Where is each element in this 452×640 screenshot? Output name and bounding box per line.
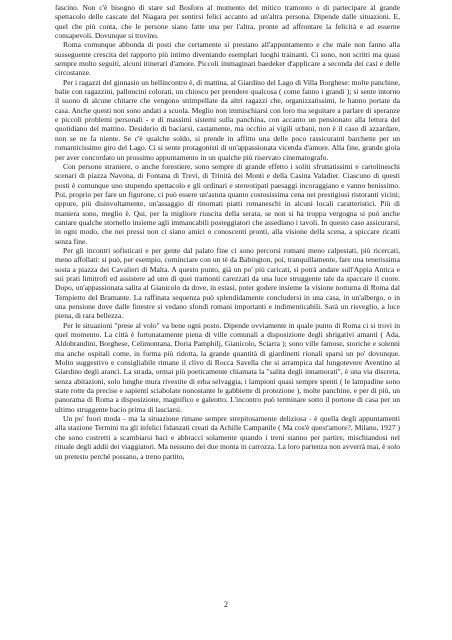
body-text [55,3,400,461]
paragraph-3: Per i ragazzi del ginnasio un bellincontro è, di mattina, al Giardino del Lago di Villa Borghese: molte panchine, balie con ragazzini, palloncini colorati, un chiosco per prendere qualcosa ( come fanno i grandi ); si sente intorno il suono di alcune chitarre che vengono strimpellate da altri ragazzi che, organizzatissimi, le hanno portate da casa. Anche questi non sono andati a scuola. Meglio non immischiarsi con loro ma seguitare a parlare di speranze e piccoli problemi personali - e di massimi sistemi sulla panchina, con accanto un pensionato alla lettura del quotidiano del mattino. Desiderio di baciarsi, castamente, ma occhio ai vigili urbani, non è il caso di azzardare, non se ne fa niente. Se c'è qualche soldo, si prende in affitto una delle poco rassicuranti barchette per un romanticissimo giro del Lago. Ci si sente protagonisti di un'appassionata vicenda d'amore. Alla fine, grande gioia per aver concordato un prossimo appuntamento in un qualche più riservato cinematografo. [55,77,400,162]
paragraph-5: Per gli incontri sofisticati e per gente dal palato fine ci sono percorsi romani meno calpestati, più ricercati, meno affollati: si può, per esempio, cominciare con un tè da Babington, poi, tranquillamente, fare una tenerissima sosta a piazza dei Cavalieri di Malta. A questo punto, già un po' più caricati, si potrà andare sull'Appia Antica e sui prati limitrofi ed assistere ad uno di quei tramonti carezzati da una luce struggente tale da spaccare il cuore. Dopo, un'appassionata salita al Gianicolo da dove, in estasi, poter godere insieme la visione notturna di Roma dal Tempietto del Bramante. La raffinata sequenza può splendidamente concludersi in una casa, in un'albergo, o in una pensione dove dalle finestre si vedano sfondi romani importanti e indimenticabili. Sarà un risveglio, a luce piena, di rara bellezza. [55,245,400,321]
paragraph-6: Per le situazioni "prese al volo" va bene ogni posto. Dipende ovviamente in quale punto di Roma ci si trovi in quel momento. La città è fortunatamente piena di ville comunali a disposizione degli sbrigativi amanti ( Ada, Aldobrandini, Borghese, Celimontana, Doria Pamphilj, Gianicolo, Sciarra ); sono ville famose, storiche e solenni ma anche ospitali come, in forma più ridotta, la grande quantità di giardinetti rionali sparsi un po' dovunque. Molto suggestivo e consigliabile rimane il clivo di Rocca Savella che si arrampica dal lungotevere Aventino al Giardino degli aranci. La strada, ormai più poeticamente chiamata la "salita degli innamorati", è una via discreta, senza abitazioni, solo lunghe mura rivestite di erba selvaggia, i lampioni quasi sempre spenti ( le lampadine sono state rotte da precise e sapienti sciabolate nonostante le gabbiette di protezione ), molte panchine, e per di più, un panorama di Roma a disposizione, magnifico e galeotto. L'incontro può terminare sotto il portone di casa per un ultimo struggente bacio prima di lasciarsi. [55,320,400,414]
paragraph-7: Un po' fuori moda - ma la situazione rimane sempre strepitosamente deliziosa - è quella degli appuntamenti alla stazione Termini tra gli infelici fidanzati creati da Achille Campanile ( Ma cos'è quest'amore?, Milano, 1927 ) che sono costretti a scambiarsi baci e abbracci solamente quando i treni stanno per partire, mischiandosi nel rituale degli addii dei viaggiatori. Ma nessuno dei due monta in carrozza. La loro partenza non avverrà mai, è solo un pretesto perché possano, a treno partito, [55,414,400,461]
paragraph-2: Roma comunque abbonda di posti che certamente si prestano all'appuntamento e che male non fanno alla susseguente crescita del rapporto più intimo diventando esemplari luoghi trainanti. Ci sono, non scritti ma quasi sempre molto seguiti, alcuni itinerari d'amore. Piccoli immaginari baedeker d'applicare a seconda dei casi e delle circostanze. [55,40,400,78]
paragraph-1: fascino. Non c'è bisogno di stare sul Bosforo al momento del mitico tramonto o di partecipare al grande spettacolo delle cascate del Niagara per sentirsi felici accanto ad un'altra persona. Dipende dalle situazioni. E, quel che più conta, che le persone siano fatte una per l'altra, pronte ad affrontare la felicità e ad esserne consapevoli. Dovunque si trovino. [55,3,400,41]
paragraph-4: Con persone straniere, o anche forestiere, sono sempre di grande effetto i soliti sfruttatissimi e cartolineschi scenari di piazza Navona, di Fontana di Trevi, di Trinità dei Monti e della Casina Valadier. Ciascuno di questi posti è comunque uno stupendo spettacolo e gli ordinari e stereotipati paesaggi incoraggiano e vanno benissimo. Poi, proprio per fare un figurone, ci può essere un'astuta quanto costosissima cena nei prestigiosi ristoranti vicini; oppure, più disinvoltamente, un'assaggio di rinomati piatti romaneschi in alcuni locali caratteristici. Più di maniera sono, meglio è. Qui, per la migliore riuscita della serata, se non si ha troppa vergogna si può anche cantare qualche stornello insieme agli immancabili posteggiatori che assediano i tavoli. In questo caso assicurarsi, in ogni modo, che nei pressi non ci siano amici o conoscenti pronti, alla visione della scena, a spiccare ricatti senza fine. [55,161,400,246]
page-number: 2 [224,600,228,609]
